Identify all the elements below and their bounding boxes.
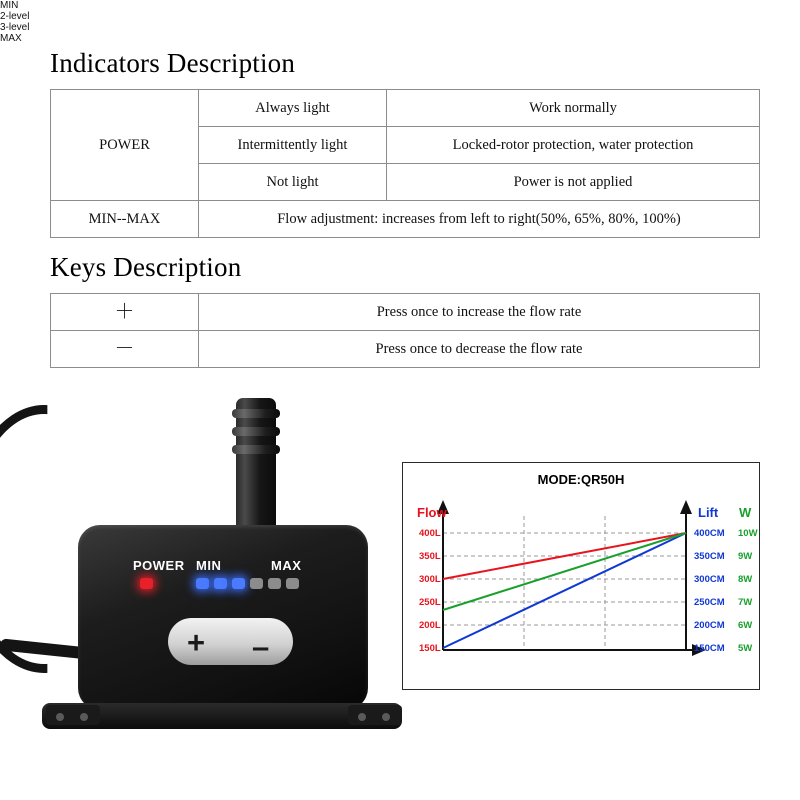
chart-tick-power: 7W: [738, 597, 753, 608]
chart-tick-flow: 200L: [419, 620, 441, 631]
key-desc: Press once to increase the flow rate: [199, 294, 760, 331]
indicators-state: Always light: [199, 90, 387, 127]
increase-flow-button[interactable]: +: [187, 625, 206, 660]
chart-tick-lift: 150CM: [694, 643, 725, 654]
key-symbol-minus: －: [51, 331, 199, 368]
chart-tick-power: 5W: [738, 643, 753, 654]
chart-tick-power: 9W: [738, 551, 753, 562]
chart-tick-lift: 400CM: [694, 528, 725, 539]
chart-tick-power: 10W: [738, 528, 758, 539]
key-symbol-plus: ＋: [51, 294, 199, 331]
indicators-power-label: POWER: [51, 90, 199, 201]
chart-tick-lift: 200CM: [694, 620, 725, 631]
chart-tick-flow: 150L: [419, 643, 441, 654]
chart-tick-power: 6W: [738, 620, 753, 631]
indicators-desc: Power is not applied: [387, 164, 760, 201]
keys-section-title: Keys Description: [50, 252, 242, 282]
chart-tick-x: MAX: [0, 33, 22, 44]
chart-tick-x: 3-level: [0, 22, 30, 33]
pump-min-label: MIN: [196, 558, 222, 573]
chart-tick-lift: 250CM: [694, 597, 725, 608]
chart-tick-x: 2-level: [0, 11, 30, 22]
indicators-state: Not light: [199, 164, 387, 201]
chart-tick-x: MIN: [0, 0, 19, 11]
chart-tick-flow: 400L: [419, 528, 441, 539]
decrease-flow-button[interactable]: –: [252, 629, 270, 664]
chart-axis-lift-label: Lift: [698, 505, 719, 520]
indicators-desc: Work normally: [387, 90, 760, 127]
chart-axis-power-label: W: [739, 505, 752, 520]
indicators-desc: Locked-rotor protection, water protection: [387, 127, 760, 164]
key-desc: Press once to decrease the flow rate: [199, 331, 760, 368]
chart-tick-flow: 250L: [419, 597, 441, 608]
chart-axis-flow-label: Flow: [417, 505, 447, 520]
indicators-minmax-desc: Flow adjustment: increases from left to right(50%, 65%, 80%, 100%): [199, 201, 760, 238]
chart-tick-lift: 350CM: [694, 551, 725, 562]
chart-tick-flow: 350L: [419, 551, 441, 562]
pump-power-label: POWER: [133, 558, 185, 573]
chart-tick-flow: 300L: [419, 574, 441, 585]
indicators-section-title: Indicators Description: [50, 48, 296, 78]
chart-tick-power: 8W: [738, 574, 753, 585]
indicators-minmax-label: MIN--MAX: [51, 201, 199, 238]
chart-tick-lift: 300CM: [694, 574, 725, 585]
pump-max-label: MAX: [271, 558, 302, 573]
indicators-state: Intermittently light: [199, 127, 387, 164]
chart-title: MODE:QR50H: [537, 472, 625, 487]
